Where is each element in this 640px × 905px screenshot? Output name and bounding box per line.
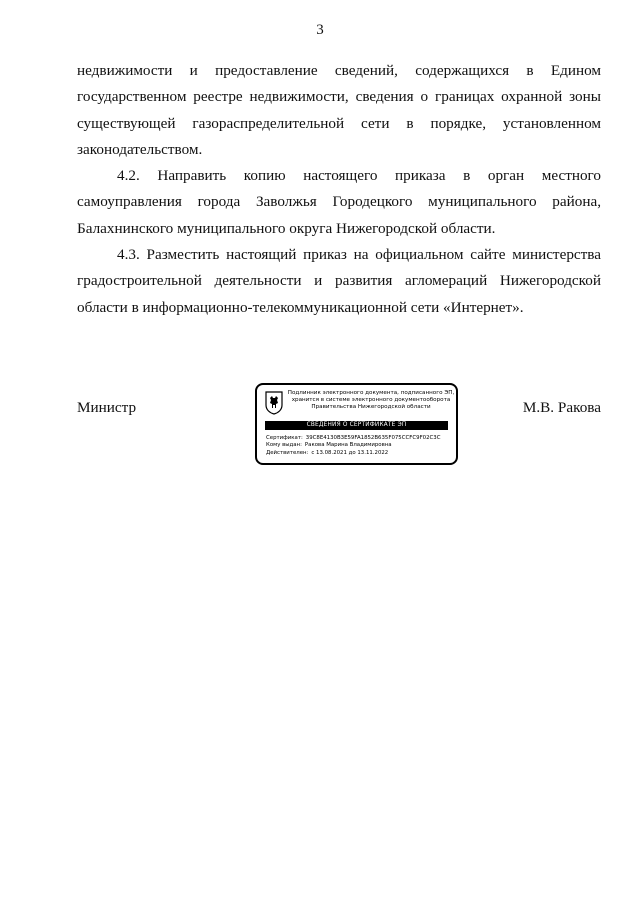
signer-position: Министр: [77, 399, 137, 416]
stamp-header-line: Правительства Нижегородской области: [311, 404, 431, 410]
stamp-header-line: Подлинник электронного документа, подписанного ЭП,: [287, 390, 455, 396]
signer-name: М.В. Ракова: [522, 399, 601, 416]
paragraph-4-3: 4.3. Разместить настоящий приказ на официальном сайте министерства градостроительной деятельности и развития агломераций Нижегородской области в информационно-телекоммуникационной сети «Интернет».: [77, 246, 601, 316]
stamp-title-bar: СВЕДЕНИЯ О СЕРТИФИКАТЕ ЭП: [265, 421, 448, 430]
valid-label: Действителен:: [266, 449, 309, 456]
issued-to-row: [266, 442, 452, 449]
coat-of-arms-icon: [265, 391, 283, 415]
page-number: 3: [316, 22, 324, 38]
paragraph-continuation: недвижимости и предоставление сведений, содержащихся в Едином государственном реестре недвижимости, сведения о границах охранной зоны существующей газораспределительной сети в порядке, установленном законодательством.: [77, 62, 601, 158]
paragraph-4-2: 4.2. Направить копию настоящего приказа в орган местного самоуправления города Заволжья Городецкого муниципального района, Балахнинского муниципального округа Нижегородской области.: [77, 167, 601, 237]
stamp-header: [287, 390, 455, 411]
document-body: [77, 58, 601, 321]
issued-to-label: Кому выдан:: [266, 442, 302, 449]
valid-value: с 13.08.2021 до 13.11.2022: [311, 449, 389, 456]
valid-row: [266, 450, 452, 457]
stamp-header-line: хранится в системе электронного документооборота: [291, 397, 451, 403]
signature-block: [77, 383, 601, 473]
certificate-value: 39C8E4130B3E59FA1852B635F075CCFC9F02C3C: [305, 435, 441, 441]
electronic-signature-stamp: [255, 383, 458, 465]
certificate-row: [266, 435, 452, 442]
issued-to-value: Ракова Марина Владимировна: [304, 442, 392, 449]
certificate-label: Сертификат:: [266, 435, 303, 441]
stamp-details: [266, 435, 452, 457]
